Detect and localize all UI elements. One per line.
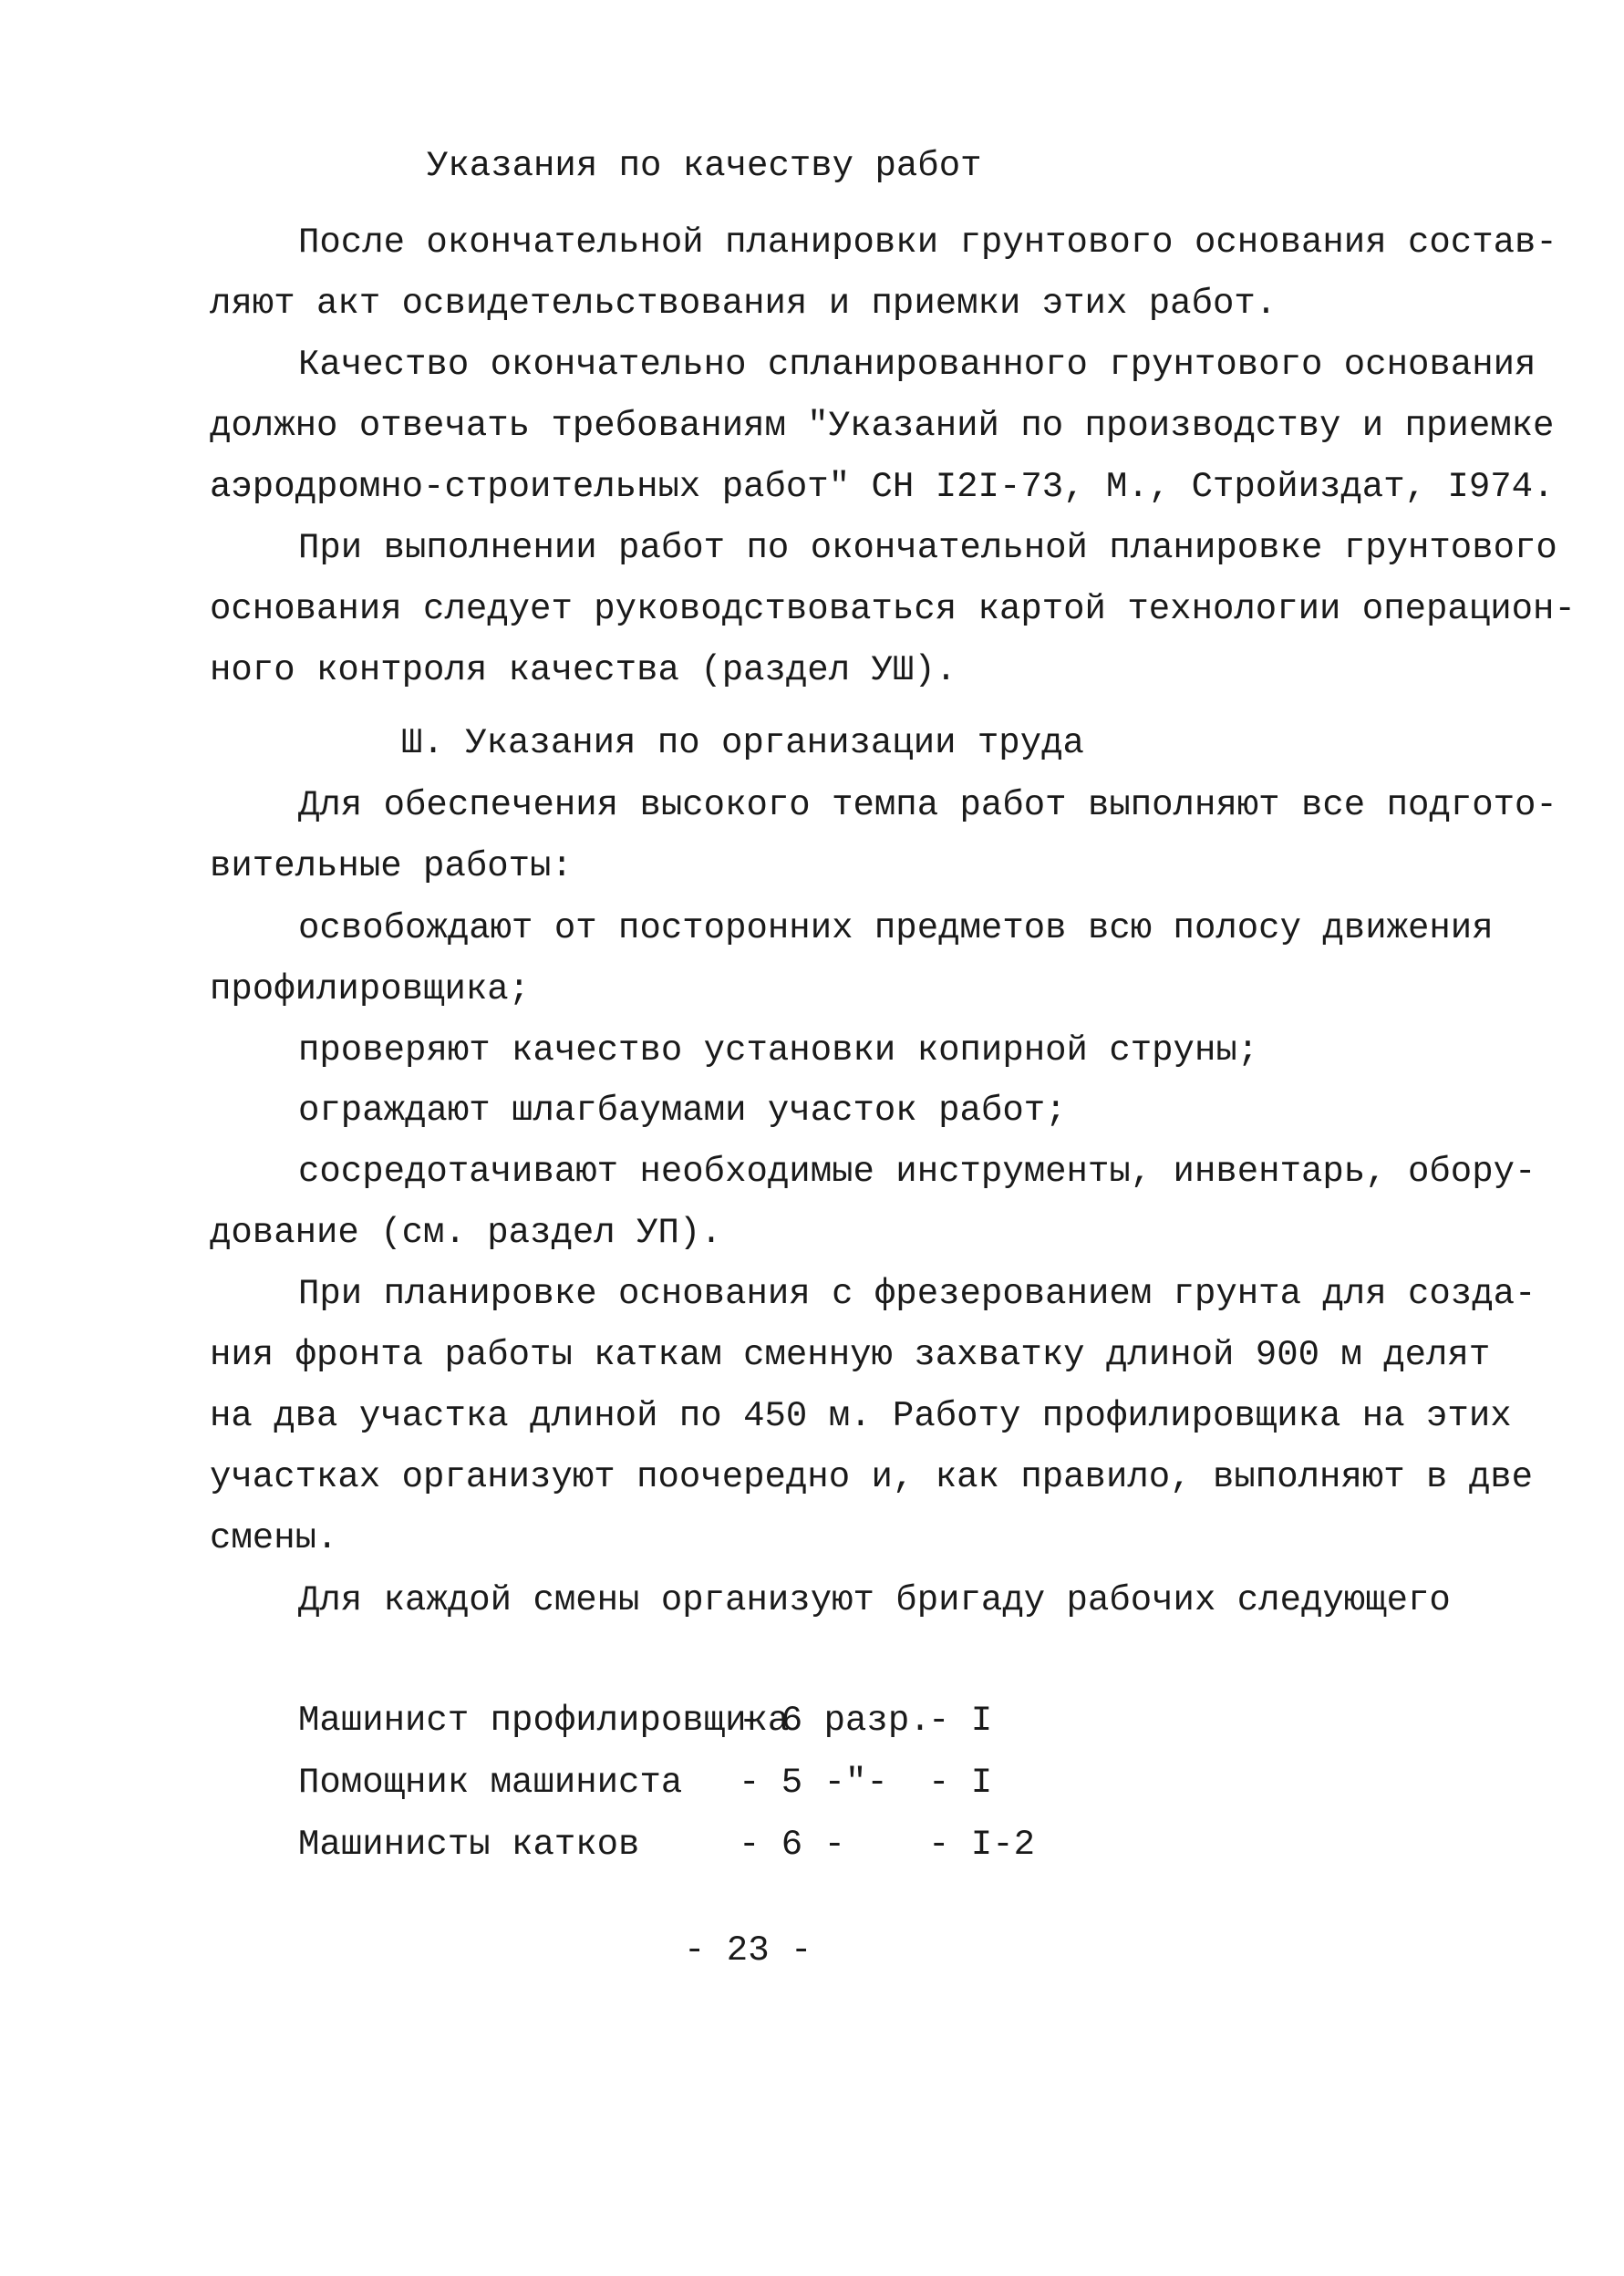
- paragraph-line: смены.: [210, 1518, 338, 1558]
- paragraph-line: аэродромно-строительных работ" СН I2I-73, М., Стройиздат, I974.: [210, 467, 1555, 507]
- list-item-line: сосредотачивают необходимые инструменты, инвентарь, обору-: [298, 1152, 1536, 1192]
- list-item-line: дование (см. раздел УП).: [210, 1213, 722, 1253]
- paragraph-line: участках организуют поочередно и, как правило, выполняют в две: [210, 1457, 1534, 1497]
- paragraph-line: Для обеспечения высокого темпа работ выполняют все подгото-: [298, 785, 1557, 825]
- paragraph-line: ния фронта работы каткам сменную захватку длиной 900 м делят: [210, 1335, 1491, 1375]
- crew-role: Машинисты катков: [298, 1825, 640, 1865]
- crew-count: - I: [928, 1763, 993, 1803]
- paragraph-line: на два участка длиной по 450 м. Работу профилировщика на этих: [210, 1396, 1512, 1436]
- crew-role: Помощник машиниста: [298, 1763, 683, 1803]
- crew-count: - I-2: [928, 1825, 1036, 1865]
- crew-grade: - 5 -"-: [739, 1763, 888, 1803]
- labour-heading: Ш. Указания по организации труда: [401, 723, 1084, 763]
- list-item-line: ограждают шлагбаумами участок работ;: [298, 1091, 1067, 1131]
- page-number: - 23 -: [684, 1930, 812, 1971]
- paragraph-line: При выполнении работ по окончательной планировке грунтового: [298, 528, 1557, 568]
- list-item-line: профилировщика;: [210, 969, 531, 1009]
- paragraph-line: Для каждой смены организуют бригаду рабочих следующего: [298, 1580, 1451, 1620]
- crew-grade: - 6 разр.: [739, 1701, 931, 1741]
- paragraph-line: После окончательной планировки грунтового основания состав-: [298, 222, 1557, 263]
- list-item-line: проверяют качество установки копирной струны;: [298, 1030, 1259, 1071]
- quality-heading: Указания по качеству работ: [427, 146, 982, 186]
- paragraph-line: вительные работы:: [210, 846, 573, 886]
- crew-grade: - 6 -: [739, 1825, 846, 1865]
- paragraph-line: Качество окончательно спланированного грунтового основания: [298, 345, 1536, 385]
- paragraph-line: должно отвечать требованиям "Указаний по производству и приемке: [210, 406, 1555, 446]
- paragraph-line: При планировке основания с фрезерованием грунта для созда-: [298, 1274, 1536, 1314]
- paragraph-line: ного контроля качества (раздел УШ).: [210, 650, 957, 690]
- crew-count: - I: [928, 1701, 993, 1741]
- crew-role: Машинист профилировщика: [298, 1701, 790, 1741]
- paragraph-line: ляют акт освидетельствования и приемки этих работ.: [210, 284, 1277, 324]
- paragraph-line: основания следует руководствоваться картой технологии операцион-: [210, 589, 1576, 629]
- list-item-line: освобождают от посторонних предметов всю полосу движения: [298, 908, 1494, 948]
